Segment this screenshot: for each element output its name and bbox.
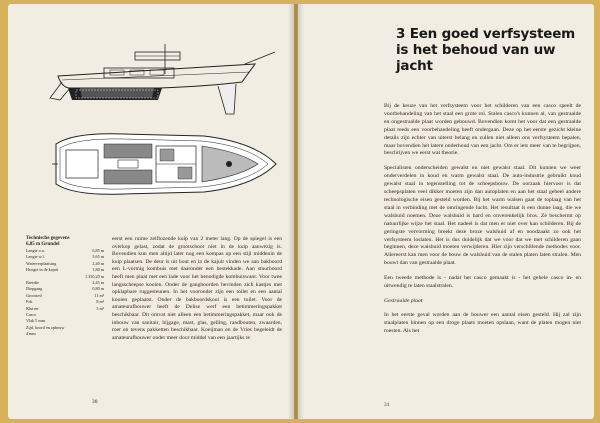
- paragraph: Bij de keuze van het verfsysteem voor het schilderen van een casco speelt de voorbehandeling van het staal een grote rol. Stalen casco's kunnen al, van gestraalde en ongestraalde plaat worden gebouwd. Bovendien komt het voor dat een gestraalde plaat reeds een voorbehandeling heeft ondergaan. Deze op het eerste gezicht kleine details zijn echter van uiterst belang en zullen niet alleen ons verfsysteem bepalen, maar bovendien het latere onderhoud van een jacht. Om er iets meer van te begrijpen, beschrijven we eerst wat theorie.: [384, 103, 581, 157]
- right-body-text: [384, 103, 581, 343]
- spec-row: Fok 8 m²: [26, 299, 104, 305]
- spec-row: Breedte 2,45 m: [26, 280, 104, 286]
- paragraph: Een tweede methode is - nadat het casco gemaakt is - het gehele casco in- en uitwendig te laten staalstralen.: [384, 275, 581, 290]
- left-page: [8, 4, 294, 419]
- right-page: [298, 4, 594, 419]
- book-gutter-shadow: [288, 4, 304, 419]
- chapter-title-line1: 3 Een goed verfsysteem: [396, 26, 576, 42]
- spec-row: 1.350,20 m: [85, 273, 104, 279]
- spec-row: Hoogte in de kajuit 1,80 m: [26, 267, 104, 273]
- specs-heading: Technische gegevens: [26, 236, 70, 241]
- spec-extra: Vlak 5 mm: [26, 318, 45, 324]
- spec-row: Grootzeil 11 m²: [26, 292, 104, 298]
- boat-profile-drawing: [40, 42, 280, 122]
- spec-extra: Zijd, boord en opbouw: [26, 324, 65, 330]
- chapter-title-line2: is het behoud van uw jacht: [396, 42, 556, 74]
- subheading: Gestraalde plaat: [384, 297, 423, 304]
- spec-extra: 4 mm: [26, 331, 36, 337]
- left-page-number: 30: [92, 399, 98, 405]
- spec-extra: Casco: [26, 312, 37, 318]
- spec-row: Lengte o.a. 6,85 m: [26, 248, 104, 253]
- boat-deck-plan-drawing: [44, 124, 284, 204]
- spec-row: Lengte w.l. 5,65 m: [26, 254, 104, 260]
- paragraph: Specialisten onderscheiden gewalst en niet gewalst staal. Dit kunnen we weer onderverdelen in koud en warm gewalst staal. De auto-industrie gebruikt koud gewalst staal in tegenstelling tot de scheepsbouw. De oorzaak hiervoor is dat scheepsplaten veel dikker moeten zijn dan autoplaten en aan het staal geheel andere technologische eisen gesteld worden. Bij het warm walsen gaat de toplaag van het staal in verbinding met de omringende lucht. Het resultaat is een dunne laag, die we walshuid noemen. Deze walshuid is hard en onverenkelijk bros. Ze beschermt op natuurlijke wijze het staal. Het nadeel is dat men er niet over kan schilderen. Bij de geringste vervorming breekt deze broze walshuid af en noodzaakt zo ook het verfsysteem loslaten. Het is dus duidelijk dat we voor dat we met schilderen gaan beginnen, deze walshuid moeten verwijderen. Hier zijn verschillende methodes voor. Allereerst kan men voor de bouw de walshuid van de stalen platen laten stralen. Men bouwt dan van gestraalde plaat.: [384, 165, 581, 267]
- spec-row: Kluiver 5 m²: [26, 305, 104, 311]
- spec-row: Waterverplaatsing 2,40 m: [26, 260, 104, 266]
- right-page-number: 31: [384, 402, 390, 408]
- technical-specs: [26, 236, 104, 338]
- specs-model: 6,85 m Grundel: [26, 242, 60, 247]
- left-body-text: eerst een ruime zelflozende kuip van 2 meter lang. Op de spiegel is een overkop gelast, zodat de grootschoot niet in de kuip aanwezig is. Bovendien kun men altijd later nog een kompas op een stijl middenin de kuip plaatsen. De deur is uit hout en in de kajuit vinden we aan bakboord een L-vormig kombuis met daaronder een bestekkade. Aan stuurboord heeft men plaat met een lade voor het benodigde kombuiswant. Voor twee langsscheepse kooien. Onder de gangboorden bevinden zich kastjes met opklapbare ruggesteunen. In het vooronder zijn een toilet en een aantal kooien geplaatst. Onder de bakboordskooi is een toilet. Voor de amateurafbouwer heeft de Delise werf een betimmeringspakket beschikbaar. Dit omvat niet alleen een betimmeringspakket, maar ook de inbouw van sanitair, bijgage, mast, glas, gelling, randbouten, zwaarden, roer en tevens pakketten beschikbaar. Koeijman en de Vries begeleidt de amateurafbouwer onder meer door middel van een jaartijks te: [112, 236, 282, 341]
- spec-row: Diepgang 0,80 m: [26, 286, 104, 292]
- chapter-title: [396, 26, 586, 74]
- paragraph: In het eerste geval worden aan de bouwer een aantal eisen gesteld. Hij zal zijn staalplaten binnen op een droge plaats moeten opslaan, want de platen mogen niet roesten. Als het: [384, 311, 581, 334]
